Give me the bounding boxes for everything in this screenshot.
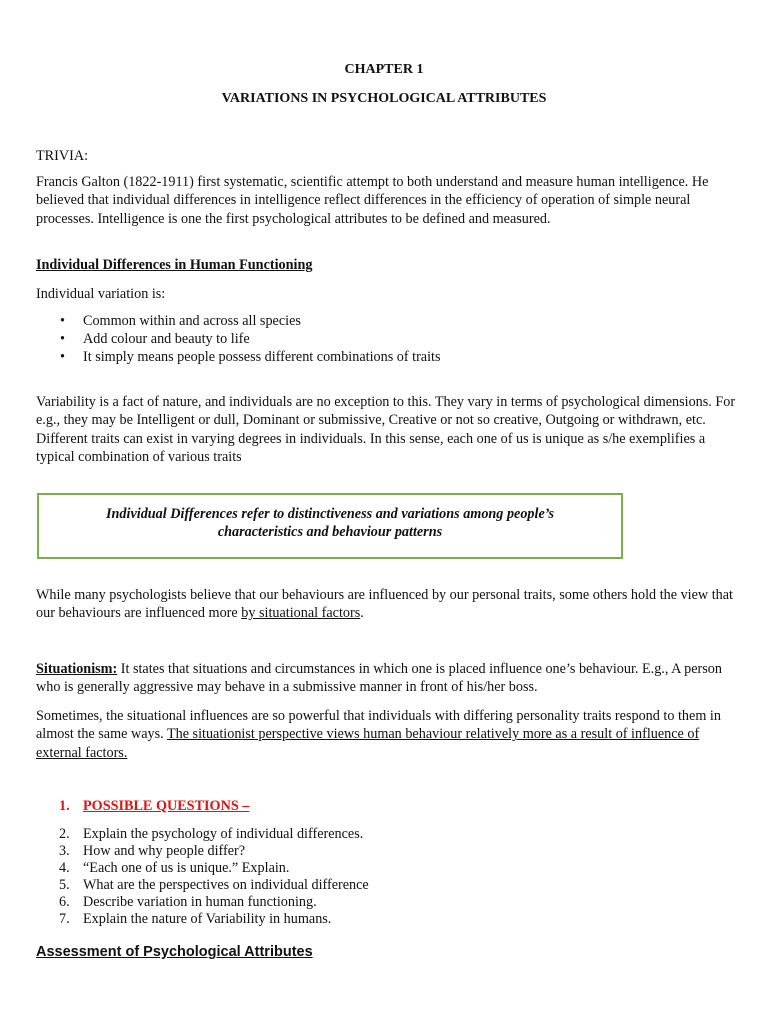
list-item: • It simply means people possess different combinations of traits bbox=[60, 349, 441, 365]
list-item: 3. How and why people differ? bbox=[59, 843, 246, 859]
definition-box bbox=[37, 493, 623, 559]
situationist-perspective-underlined: The situationist perspective views human behaviour relatively more as a result of influence of external factors. bbox=[36, 726, 700, 761]
individual-variation-list bbox=[36, 312, 736, 366]
list-item: 4. “Each one of us is unique.” Explain. bbox=[59, 860, 290, 876]
list-item: • Common within and across all species bbox=[60, 313, 301, 329]
section-heading-individual-differences: Individual Differences in Human Functioning bbox=[36, 257, 313, 273]
situational-factors-paragraph: While many psychologists believe that our behaviours are influenced by our personal traits, some others hold the view that our behaviours are influenced more by situational factors. bbox=[36, 587, 733, 622]
possible-questions-heading: POSSIBLE QUESTIONS – bbox=[83, 798, 250, 814]
list-item: 6. Describe variation in human functioning. bbox=[59, 894, 317, 910]
individual-variation-intro: Individual variation is: bbox=[36, 286, 166, 302]
list-item: 2. Explain the psychology of individual differences. bbox=[59, 826, 364, 842]
section-heading-assessment: Assessment of Psychological Attributes bbox=[36, 944, 313, 960]
possible-questions-number: 1. bbox=[59, 798, 70, 814]
situationism-paragraph: Situationism: It states that situations and circumstances in which one is placed influence one’s behaviour. E.g., A person who is generally aggressive may behave in a submissive manner in front of his/her boss. bbox=[36, 661, 722, 696]
situationism-term: Situationism: bbox=[36, 661, 118, 677]
chapter-title: VARIATIONS IN PSYCHOLOGICAL ATTRIBUTES bbox=[221, 91, 547, 106]
list-item: • Add colour and beauty to life bbox=[60, 331, 250, 347]
chapter-label: CHAPTER 1 bbox=[344, 62, 424, 77]
definition-line-1: Individual Differences refer to distinctiveness and variations among people’s bbox=[106, 506, 554, 522]
bullet: • bbox=[60, 313, 65, 329]
list-item: 5. What are the perspectives on individual difference bbox=[59, 877, 369, 893]
situational-factors-underlined: by situational factors bbox=[241, 605, 361, 622]
bullet: • bbox=[60, 349, 65, 365]
situationist-perspective-paragraph: Sometimes, the situational influences are so powerful that individuals with differing personality traits respond to them in almost the same ways. The situationist perspective views human behaviour relatively more as a result of influence of external factors. bbox=[36, 708, 721, 761]
possible-questions-list bbox=[36, 826, 736, 928]
trivia-paragraph: Francis Galton (1822-1911) first systematic, scientific attempt to both understand and measure human intelligence. He believed that individual differences in intelligence reflect differences in the efficiency of operation of simple neural processes. Intelligence is one the first psychological attributes to be defined and measured. bbox=[36, 174, 709, 227]
bullet: • bbox=[60, 331, 65, 347]
variability-paragraph: Variability is a fact of nature, and individuals are no exception to this. They vary in terms of psychological dimensions. For e.g., they may be Intelligent or dull, Dominant or submissive, Creative or not so creative, Outgoing or withdrawn, etc. Different traits can exist in varying degrees in individuals. In this sense, each one of us is unique as s/he exemplifies a typical combination of various traits bbox=[36, 394, 736, 465]
definition-line-2: characteristics and behaviour patterns bbox=[217, 524, 443, 540]
list-item: 7. Explain the nature of Variability in humans. bbox=[59, 911, 332, 927]
trivia-label: TRIVIA: bbox=[36, 148, 89, 164]
